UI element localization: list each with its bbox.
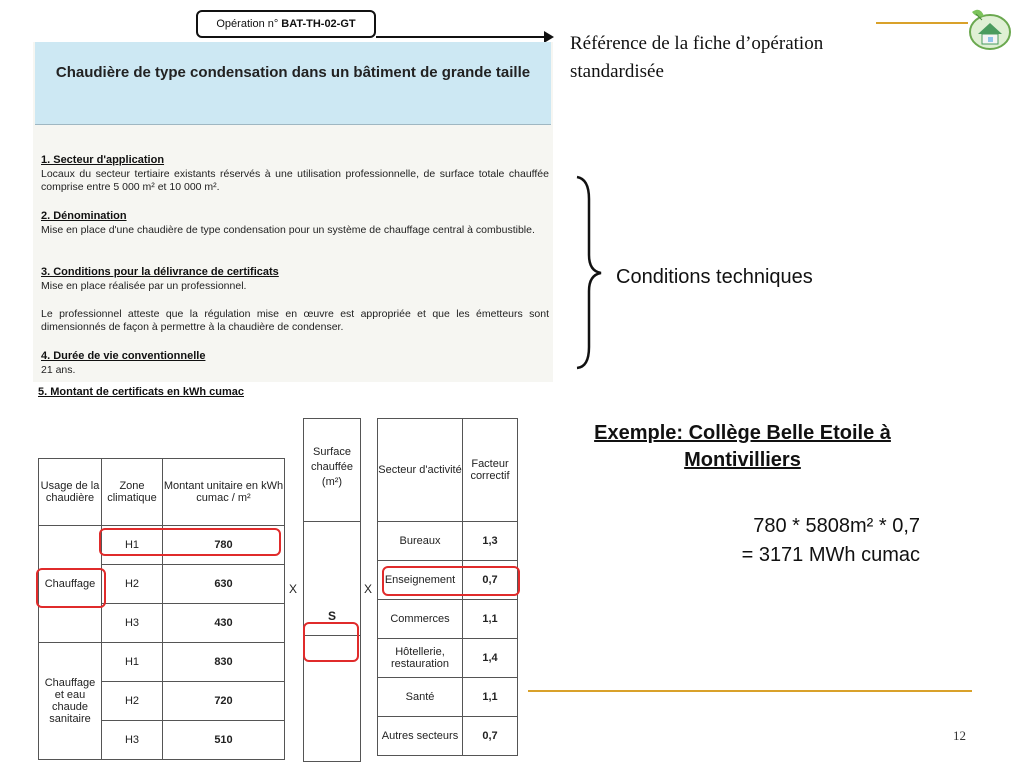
document-header-band	[35, 42, 551, 125]
multiply-sign: X	[289, 582, 298, 596]
amount-cell: 780	[163, 526, 285, 565]
operation-prefix: Opération n°	[216, 18, 279, 30]
operation-reference-box	[196, 10, 376, 38]
section-3-text: Mise en place réalisée par un professionnel.	[41, 280, 247, 292]
factor-cell: 1,1	[463, 600, 518, 639]
certificate-amount-table	[38, 458, 285, 760]
zone-cell: H1	[102, 643, 163, 682]
factor-cell: 1,4	[463, 639, 518, 678]
col-header-zone: Zone climatique	[102, 459, 163, 526]
section-1-text: Locaux du secteur tertiaire existants réservés à une utilisation professionnelle, de surface totale chauffée comprise entre 5 000 m² et 10 000 m².	[41, 168, 549, 193]
table-row	[378, 600, 518, 639]
table-row	[378, 639, 518, 678]
usage-cell-chauffage: Chauffage	[39, 526, 102, 643]
document-title: Chaudière de type condensation dans un bâtiment de grande taille	[55, 64, 531, 81]
amount-cell: 630	[163, 565, 285, 604]
calculation-line-1: 780 * 5808m² * 0,7	[753, 515, 920, 537]
surface-header: Surface chauffée (m²)	[310, 446, 353, 488]
factor-cell: 0,7	[463, 717, 518, 756]
col-header-usage: Usage de la chaudière	[39, 459, 102, 526]
conditions-label: Conditions techniques	[616, 266, 813, 288]
sector-cell: Enseignement	[378, 561, 463, 600]
highlight-enseignement	[382, 566, 520, 596]
col-header-amount: Montant unitaire en kWh cumac / m²	[163, 459, 285, 526]
calculation-line-2: = 3171 MWh cumac	[741, 544, 920, 566]
example-title: Exemple: Collège Belle Etoile à Montivilliers	[594, 422, 891, 471]
col-header-factor: Facteur correctif	[463, 419, 518, 522]
amount-cell: 830	[163, 643, 285, 682]
highlight-h1-780	[99, 528, 281, 556]
table-row	[39, 643, 285, 682]
amount-cell: 720	[163, 682, 285, 721]
surface-table	[303, 418, 361, 762]
arrow-line	[376, 36, 546, 38]
table-row	[378, 717, 518, 756]
house-leaf-logo-icon	[962, 4, 1014, 52]
zone-cell: H3	[102, 721, 163, 760]
zone-cell: H3	[102, 604, 163, 643]
zone-cell: H2	[102, 682, 163, 721]
highlight-chauffage	[36, 568, 106, 608]
table-row	[378, 522, 518, 561]
amount-cell: 430	[163, 604, 285, 643]
sector-cell: Hôtellerie, restauration	[378, 639, 463, 678]
zone-cell: H1	[102, 526, 163, 565]
section-1-heading: 1. Secteur d'application	[41, 154, 165, 166]
top-accent-line	[876, 22, 968, 24]
multiply-sign-2: X	[364, 582, 373, 596]
section-3-heading: 3. Conditions pour la délivrance de certificats	[41, 266, 279, 278]
operation-code: BAT-TH-02-GT	[281, 18, 356, 30]
sector-cell: Autres secteurs	[378, 717, 463, 756]
table-row	[378, 678, 518, 717]
page-number: 12	[953, 728, 966, 743]
right-brace-icon	[573, 175, 613, 370]
sector-cell: Commerces	[378, 600, 463, 639]
bottom-accent-line	[528, 690, 972, 692]
section-3-text-2: Le professionnel atteste que la régulation mise en œuvre est appropriée et que les émetteurs sont dimensionnés de façon à permettre à la chaudière de condenser.	[41, 308, 549, 333]
section-2-heading: 2. Dénomination	[41, 210, 127, 222]
usage-cell-chauffage-ecs: Chauffage et eau chaude sanitaire	[39, 643, 102, 760]
sector-cell: Bureaux	[378, 522, 463, 561]
factor-cell: 0,7	[463, 561, 518, 600]
factor-cell: 1,3	[463, 522, 518, 561]
highlight-surface	[303, 622, 359, 662]
factor-cell: 1,1	[463, 678, 518, 717]
surface-value: S	[327, 609, 336, 623]
amount-cell: 510	[163, 721, 285, 760]
reference-label: Référence de la fiche d’opération standardisée	[570, 33, 824, 82]
col-header-sector: Secteur d'activité	[378, 419, 463, 522]
section-5-heading: 5. Montant de certificats en kWh cumac	[38, 386, 244, 398]
section-4-text: 21 ans.	[41, 364, 76, 376]
section-4-heading: 4. Durée de vie conventionnelle	[41, 350, 206, 362]
zone-cell: H2	[102, 565, 163, 604]
sector-cell: Santé	[378, 678, 463, 717]
section-2-text: Mise en place d'une chaudière de type condensation pour un système de chauffage central à combustible.	[41, 224, 535, 236]
